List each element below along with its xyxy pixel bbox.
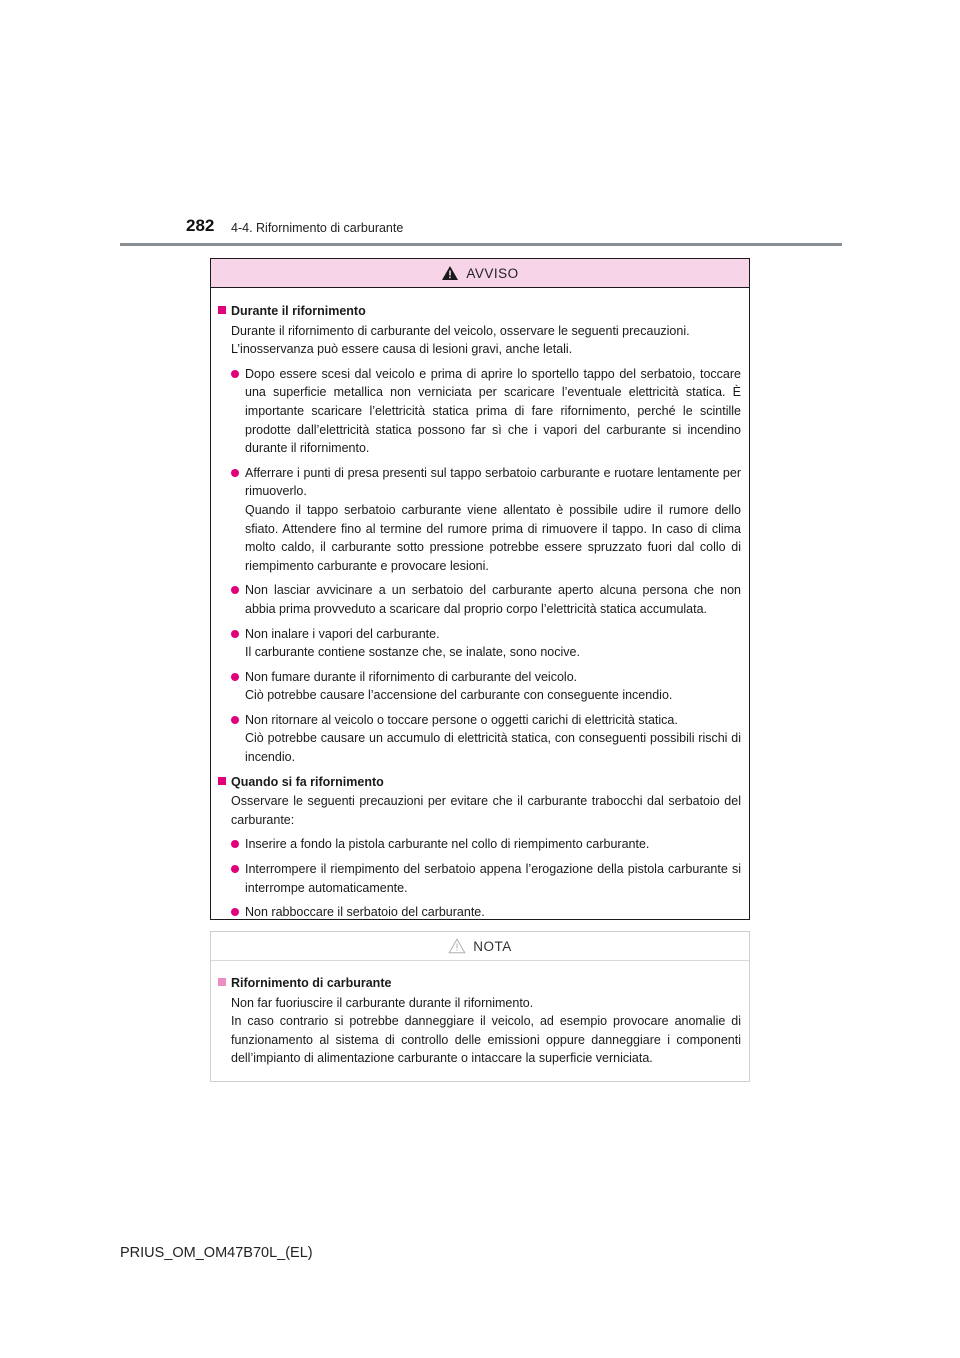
- round-bullet-icon: [231, 469, 239, 477]
- bullet-text: [245, 581, 741, 618]
- intro-line: L’inosservanza può essere causa di lesioni gravi, anche letali.: [231, 342, 573, 357]
- header-divider: [120, 243, 842, 246]
- warning-body: [211, 288, 749, 922]
- bullet-text: [245, 668, 741, 705]
- section-heading-text: Rifornimento di carburante: [231, 976, 392, 990]
- bullet-item: [231, 668, 741, 705]
- square-bullet-icon: [218, 978, 226, 986]
- bullet-line: Inserire a fondo la pistola carburante nel collo di riempimento carburante.: [245, 837, 650, 852]
- intro-line: In caso contrario si potrebbe danneggiare il veicolo, ad esempio provocare anomalie di funzionamento al sistema di controllo delle emissioni oppure danneggiare i componenti dell’impianto di alimentazione carburante o intaccare la superficie verniciata.: [231, 1014, 741, 1066]
- section-heading: [218, 302, 741, 321]
- bullet-line: Afferrare i punti di presa presenti sul tappo serbatoio carburante e ruotare lentamente per rimuoverlo.: [245, 465, 741, 499]
- note-body: [211, 961, 749, 1068]
- bullet-text: [245, 625, 741, 662]
- bullet-text: [245, 835, 741, 854]
- section-intro: [231, 994, 741, 1068]
- section-heading-text: Durante il rifornimento: [231, 304, 366, 318]
- bullet-item: [231, 835, 741, 854]
- round-bullet-icon: [231, 865, 239, 873]
- intro-line: Non far fuoriuscire il carburante durante il rifornimento.: [231, 995, 534, 1010]
- round-bullet-icon: [231, 840, 239, 848]
- note-box: [210, 931, 750, 1082]
- round-bullet-icon: [231, 673, 239, 681]
- round-bullet-icon: [231, 908, 239, 916]
- section-intro: [231, 322, 741, 359]
- round-bullet-icon: [231, 716, 239, 724]
- intro-line: Osservare le seguenti precauzioni per evitare che il carburante trabocchi dal serbatoio del carburante:: [231, 794, 741, 827]
- page-number: 282: [186, 216, 215, 235]
- intro-line: Durante il rifornimento di carburante del veicolo, osservare le seguenti precauzioni.: [231, 323, 690, 338]
- footer-code: PRIUS_OM_OM47B70L_(EL): [120, 1245, 313, 1261]
- bullet-line: Non fumare durante il rifornimento di carburante del veicolo.: [245, 669, 578, 684]
- section-heading: [218, 974, 741, 993]
- bullet-text: [245, 711, 741, 767]
- warning-header: [211, 259, 749, 288]
- bullet-line: Non rabboccare il serbatoio del carburante.: [245, 905, 485, 920]
- bullet-line: Non ritornare al veicolo o toccare persone o oggetti carichi di elettricità statica.: [245, 712, 678, 727]
- bullet-item: [231, 860, 741, 897]
- bullet-line: Quando il tappo serbatoio carburante viene allentato è possibile udire il rumore dello sfiato. Attendere fino al termine del rumore prima di rimuovere il tappo. In caso di clima molto caldo, il carburante sotto pressione potrebbe essere spruzzato fuori dal collo di riempimento carburante e provocare lesioni.: [245, 502, 741, 573]
- bullet-item: [231, 581, 741, 618]
- bullet-item: [231, 903, 741, 922]
- warning-title: AVVISO: [466, 265, 519, 281]
- bullet-item: [231, 464, 741, 576]
- bullet-line: Interrompere il riempimento del serbatoio appena l’erogazione della pistola carburante si interrompe automaticamente.: [245, 862, 741, 895]
- caution-triangle-icon: [448, 938, 466, 954]
- bullet-line: Il carburante contiene sostanze che, se inalate, sono nocive.: [245, 645, 580, 660]
- note-header: [211, 932, 749, 961]
- round-bullet-icon: [231, 370, 239, 378]
- square-bullet-icon: [218, 306, 226, 314]
- bullet-text: [245, 464, 741, 576]
- bullet-text: [245, 365, 741, 458]
- section-intro: [231, 792, 741, 829]
- bullet-item: [231, 711, 741, 767]
- section-heading: [218, 773, 741, 792]
- bullet-line: Ciò potrebbe causare l’accensione del carburante con conseguente incendio.: [245, 688, 673, 703]
- section-title: 4-4. Rifornimento di carburante: [231, 221, 404, 235]
- bullet-text: [245, 860, 741, 897]
- bullet-line: Non lasciar avvicinare a un serbatoio del carburante aperto alcuna persona che non abbia prima provveduto a scaricare dal proprio corpo l’elettricità statica accumulata.: [245, 583, 741, 616]
- warning-triangle-icon: [441, 265, 459, 281]
- note-title: NOTA: [473, 938, 512, 954]
- bullet-item: [231, 625, 741, 662]
- round-bullet-icon: [231, 630, 239, 638]
- square-bullet-icon: [218, 777, 226, 785]
- bullet-text: [245, 903, 741, 922]
- bullet-line: Non inalare i vapori del carburante.: [245, 626, 440, 641]
- bullet-line: Dopo essere scesi dal veicolo e prima di aprire lo sportello tappo del serbatoio, toccare una superficie metallica non verniciata per scaricare l’eventuale elettricità statica. È importante scaricare l’elettricità statica prima di fare rifornimento, perché le scintille prodotte dall’elettricità statica possono far sì che i vapori del carburante si incendino durante il rifornimento.: [245, 366, 741, 456]
- bullet-line: Ciò potrebbe causare un accumulo di elettricità statica, con conseguenti possibili rischi di incendio.: [245, 731, 741, 765]
- round-bullet-icon: [231, 586, 239, 594]
- bullet-item: [231, 365, 741, 458]
- warning-box: [210, 258, 750, 920]
- section-heading-text: Quando si fa rifornimento: [231, 774, 384, 789]
